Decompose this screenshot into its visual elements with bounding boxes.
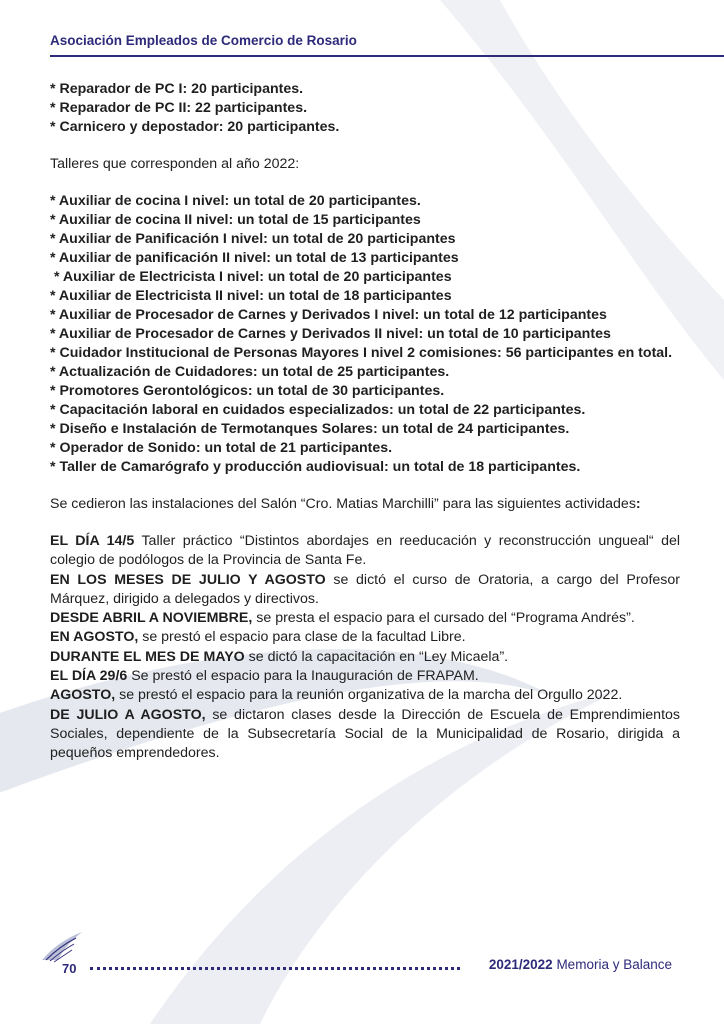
activity-lead: EL DÍA 14/5 xyxy=(50,533,135,549)
activity-text: se dictaron clases desde la Dirección de Escuela de Emprendimientos Sociales, dependiente de la Subsecretaría Social de la Municipalidad de Rosario, dirigida a pequeños emprendedores. xyxy=(50,706,680,762)
activity-item xyxy=(50,609,680,628)
list-item: * Taller de Camarógrafo y producción audiovisual: un total de 18 participantes. xyxy=(50,459,581,475)
activity-lead: AGOSTO, xyxy=(50,687,116,704)
list-item: * Diseño e Instalación de Termotanques Solares: un total de 24 participantes. xyxy=(50,421,570,437)
salon-intro-colon: : xyxy=(635,496,641,512)
list-item: * Auxiliar de cocina II nivel: un total de 15 participantes xyxy=(50,212,421,228)
footer-dotted-rule xyxy=(90,967,460,970)
activity-text: Se prestó el espacio para la Inauguración de FRAPAM. xyxy=(127,668,479,685)
salon-intro xyxy=(50,495,680,514)
page-content xyxy=(50,80,680,764)
footer-title xyxy=(489,957,672,972)
activity-text: se prestó el espacio para clase de la facultad Libre. xyxy=(138,629,466,646)
activity-item xyxy=(50,667,680,686)
list-item: * Auxiliar de panificación II nivel: un total de 13 participantes xyxy=(50,250,459,266)
activity-item xyxy=(50,571,680,610)
activity-item xyxy=(50,628,680,647)
page-number: 70 xyxy=(62,961,77,976)
activity-lead: EN AGOSTO, xyxy=(50,629,139,646)
list-item: * Promotores Gerontológicos: un total de 30 participantes. xyxy=(50,383,445,399)
activity-lead: DESDE ABRIL A NOVIEMBRE, xyxy=(50,610,253,627)
activity-item xyxy=(50,648,680,667)
activity-item xyxy=(50,686,680,705)
list-item: * Auxiliar de Procesador de Carnes y Derivados II nivel: un total de 10 participantes xyxy=(50,326,611,342)
intro-2022: Talleres que corresponden al año 2022: xyxy=(50,156,300,172)
list-item: * Cuidador Institucional de Personas Mayores I nivel 2 comisiones: 56 participantes en total. xyxy=(50,345,673,361)
list-item: * Reparador de PC I: 20 participantes. xyxy=(50,81,304,97)
list-item: * Carnicero y depostador: 20 participantes. xyxy=(50,119,340,135)
activity-lead: EN LOS MESES DE JULIO Y AGOSTO xyxy=(50,571,326,588)
activity-text: se presta el espacio para el cursado del “Programa Andrés”. xyxy=(252,610,635,627)
workshop-list-2021 xyxy=(50,80,680,137)
activities-list xyxy=(50,532,680,764)
activity-lead: DE JULIO A AGOSTO, xyxy=(50,706,206,723)
activity-text: se dictó el curso de Oratoria, a cargo del Profesor Márquez, dirigido a delegados y directivos. xyxy=(50,571,680,607)
activity-text: se prestó el espacio para la reunión organizativa de la marcha del Orgullo 2022. xyxy=(115,687,623,704)
list-item: * Auxiliar de Procesador de Carnes y Derivados I nivel: un total de 12 participantes xyxy=(50,307,607,323)
list-item: * Actualización de Cuidadores: un total de 25 participantes. xyxy=(50,364,450,380)
list-item: * Capacitación laboral en cuidados especializados: un total de 22 participantes. xyxy=(50,402,586,418)
list-item: * Reparador de PC II: 22 participantes. xyxy=(50,100,308,116)
activity-item xyxy=(50,532,680,571)
salon-intro-text: Se cedieron las instalaciones del Salón “Cro. Matias Marchilli” para las siguientes actividades xyxy=(50,496,636,512)
workshop-list-2022 xyxy=(50,192,680,477)
list-item: * Operador de Sonido: un total de 21 participantes. xyxy=(50,440,393,456)
activity-lead: DURANTE EL MES DE MAYO xyxy=(50,648,245,665)
list-item: * Auxiliar de cocina I nivel: un total de 20 participantes. xyxy=(50,193,421,209)
header-divider xyxy=(50,55,724,57)
list-item: * Auxiliar de Electricista I nivel: un total de 20 participantes xyxy=(50,269,452,285)
activity-item xyxy=(50,706,680,764)
list-item: * Auxiliar de Panificación I nivel: un total de 20 participantes xyxy=(50,231,456,247)
header-title: Asociación Empleados de Comercio de Rosario xyxy=(50,33,357,48)
activity-text: Taller práctico “Distintos abordajes en reeducación y reconstrucción ungueal“ del colegio de podólogos de la Provincia de Santa Fe. xyxy=(50,533,681,569)
activity-lead: EL DÍA 29/6 xyxy=(50,668,128,685)
list-item: * Auxiliar de Electricista II nivel: un total de 18 participantes xyxy=(50,288,452,304)
footer-year: 2021/2022 xyxy=(488,957,553,972)
footer-label: Memoria y Balance xyxy=(552,957,672,972)
activity-text: se dictó la capacitación en “Ley Micaela”. xyxy=(244,648,509,665)
